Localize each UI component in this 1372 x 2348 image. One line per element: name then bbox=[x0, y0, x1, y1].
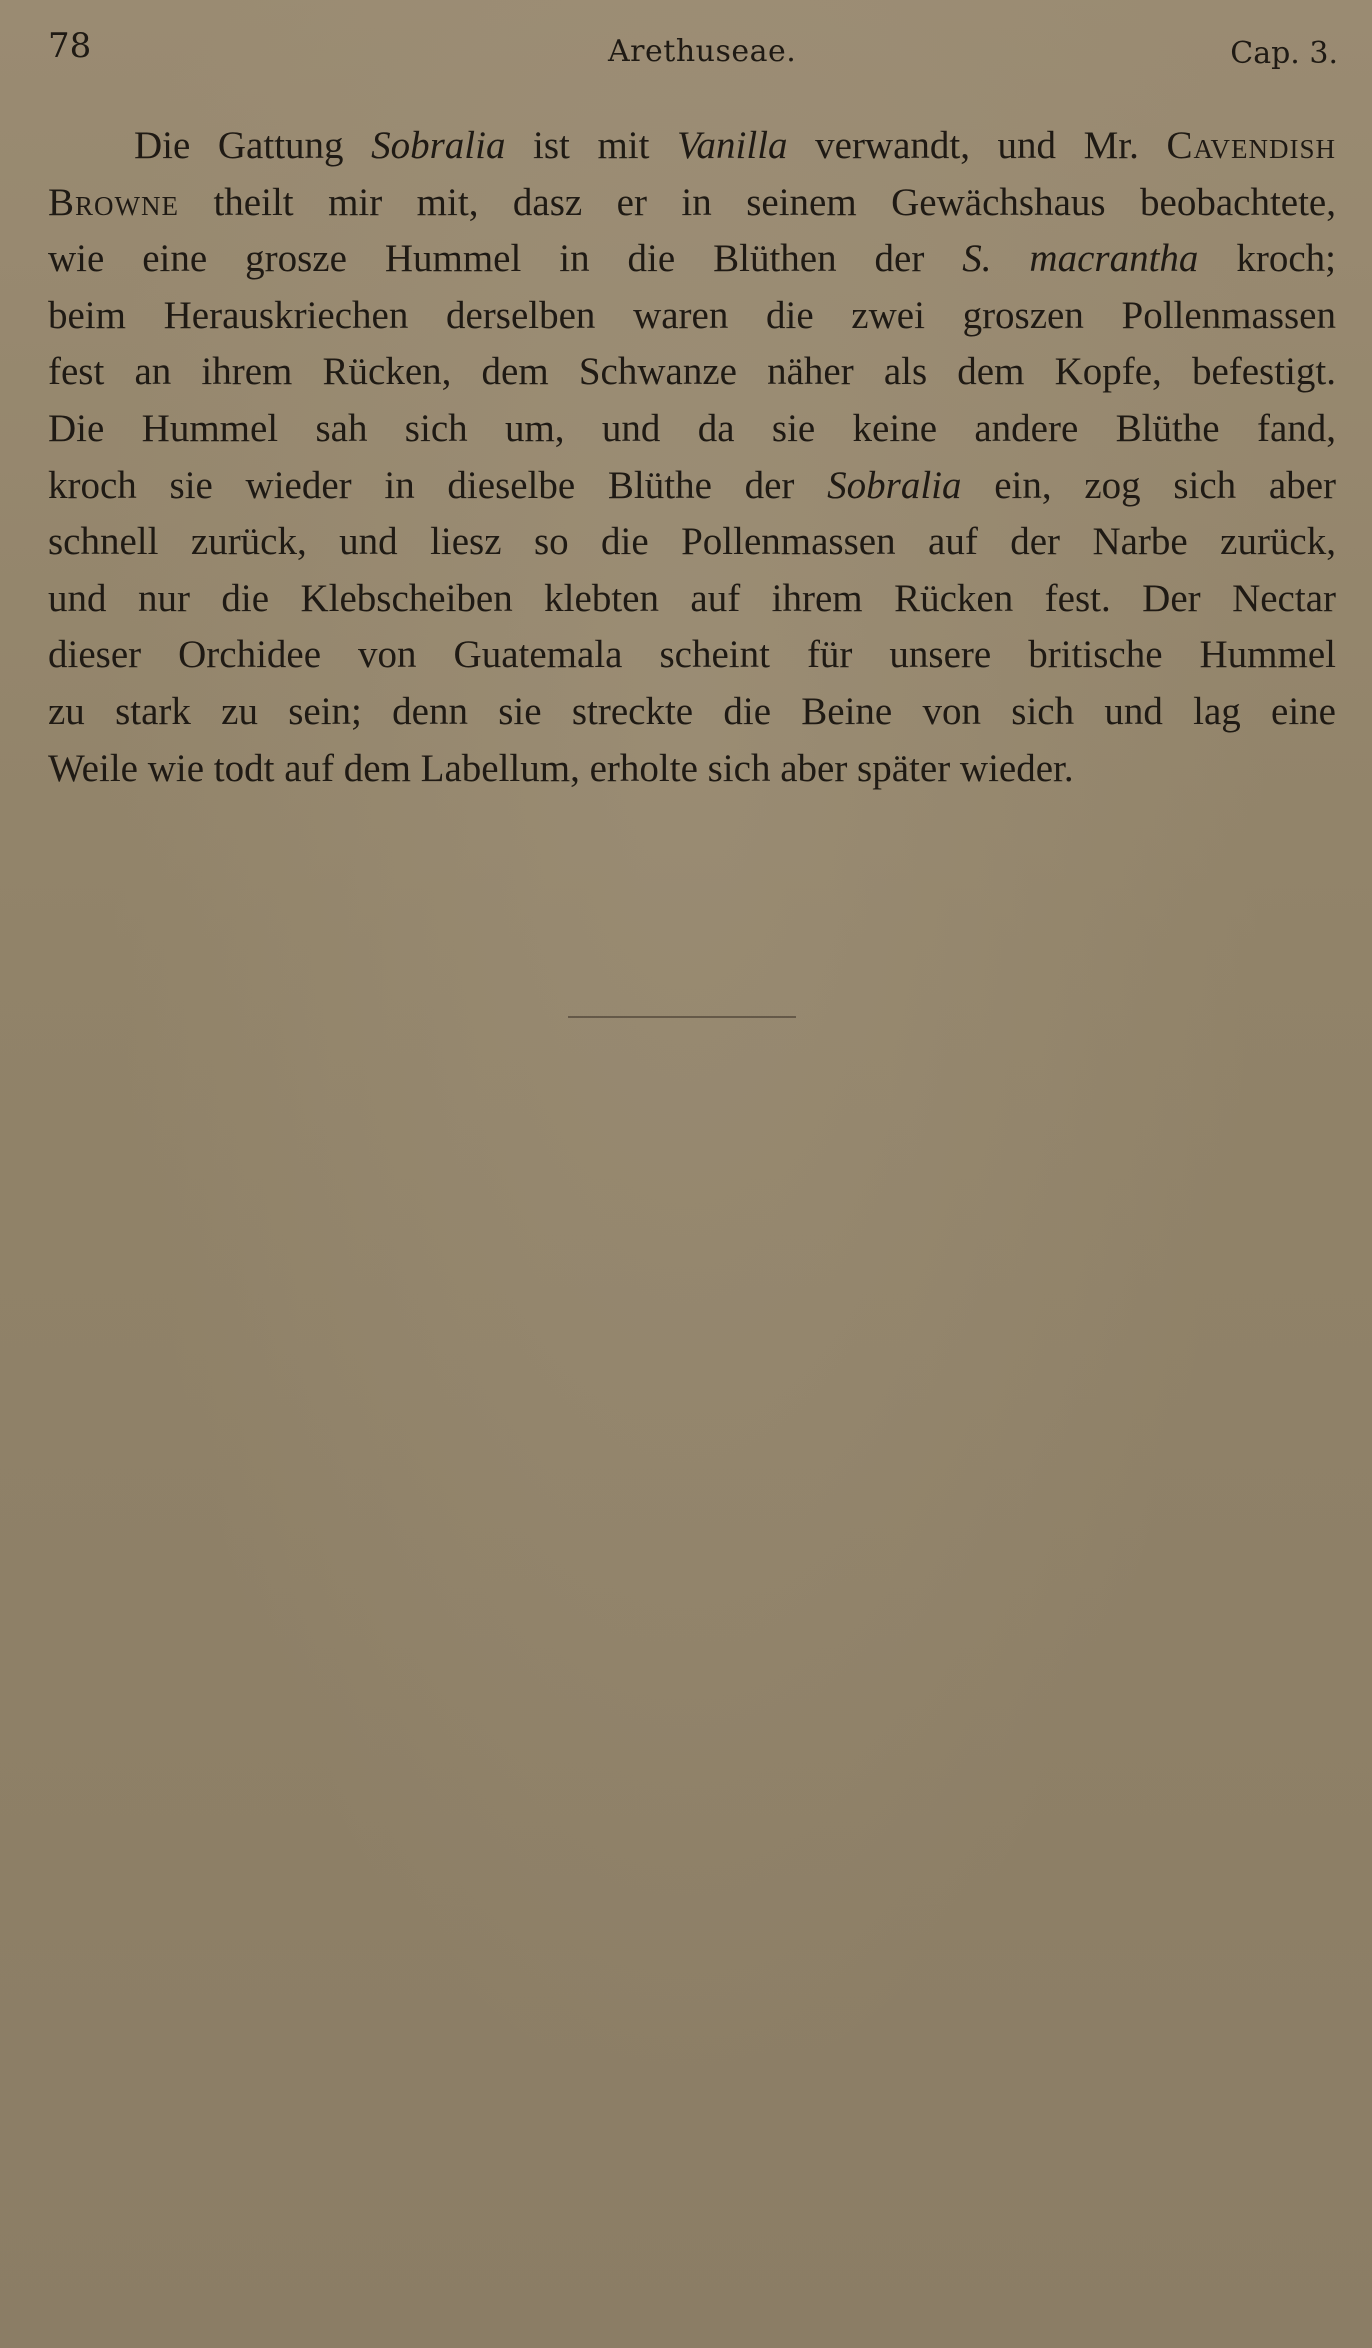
text-run: kroch sie wieder in dieselbe Blüthe der bbox=[48, 463, 828, 507]
text-run: dieser Orchidee von Guatemala scheint für unsere britische Hummel bbox=[48, 633, 1336, 677]
person-name: Browne bbox=[48, 180, 179, 224]
text-run: Die Gattung bbox=[134, 124, 372, 167]
text-run: zu stark zu sein; denn sie streckte die Beine von sich und lag eine bbox=[48, 689, 1336, 733]
text-run: schnell zurück, und liesz so die Pollenmassen auf der Narbe zurück, bbox=[48, 520, 1336, 564]
text-line bbox=[48, 458, 1336, 515]
running-title: Arethuseae. bbox=[608, 34, 797, 69]
italic-term: Sobralia bbox=[827, 463, 962, 507]
text-line bbox=[48, 741, 1336, 798]
text-line bbox=[48, 231, 1336, 288]
text-run: kroch; bbox=[1198, 237, 1336, 281]
text-line bbox=[48, 684, 1336, 741]
body-paragraph bbox=[48, 118, 1336, 797]
text-line bbox=[48, 175, 1336, 232]
text-line bbox=[48, 118, 1336, 175]
italic-term: S. macrantha bbox=[962, 237, 1199, 281]
text-run: beim Herauskriechen derselben waren die zwei groszen Pollenmassen bbox=[48, 293, 1336, 337]
text-run: theilt mir mit, dasz er in seinem Gewächshaus beobachtete, bbox=[179, 180, 1336, 224]
text-line bbox=[48, 514, 1336, 571]
text-line bbox=[48, 401, 1336, 458]
chapter-label: Cap. 3. bbox=[1230, 36, 1338, 71]
text-run: und nur die Klebscheiben klebten auf ihrem Rücken fest. Der Nectar bbox=[48, 576, 1336, 620]
text-line bbox=[48, 288, 1336, 345]
section-divider bbox=[568, 1016, 796, 1018]
text-run: verwandt, und Mr. bbox=[787, 124, 1167, 167]
text-line bbox=[48, 344, 1336, 401]
text-run: Weile wie todt auf dem Labellum, erholte sich aber später wieder. bbox=[48, 746, 1074, 790]
page-header bbox=[48, 26, 1338, 76]
person-name: Cavendish bbox=[1166, 124, 1336, 167]
text-line bbox=[48, 627, 1336, 684]
text-run: ein, zog sich aber bbox=[961, 463, 1336, 507]
text-run: ist mit bbox=[505, 124, 678, 167]
italic-term: Sobralia bbox=[371, 124, 506, 167]
text-line bbox=[48, 571, 1336, 628]
text-run: Die Hummel sah sich um, und da sie keine andere Blüthe fand, bbox=[48, 406, 1336, 450]
text-run: fest an ihrem Rücken, dem Schwanze näher als dem Kopfe, befestigt. bbox=[48, 350, 1336, 394]
text-run: wie eine grosze Hummel in die Blüthen der bbox=[48, 237, 963, 281]
italic-term: Vanilla bbox=[677, 124, 788, 167]
page-number: 78 bbox=[48, 26, 92, 66]
